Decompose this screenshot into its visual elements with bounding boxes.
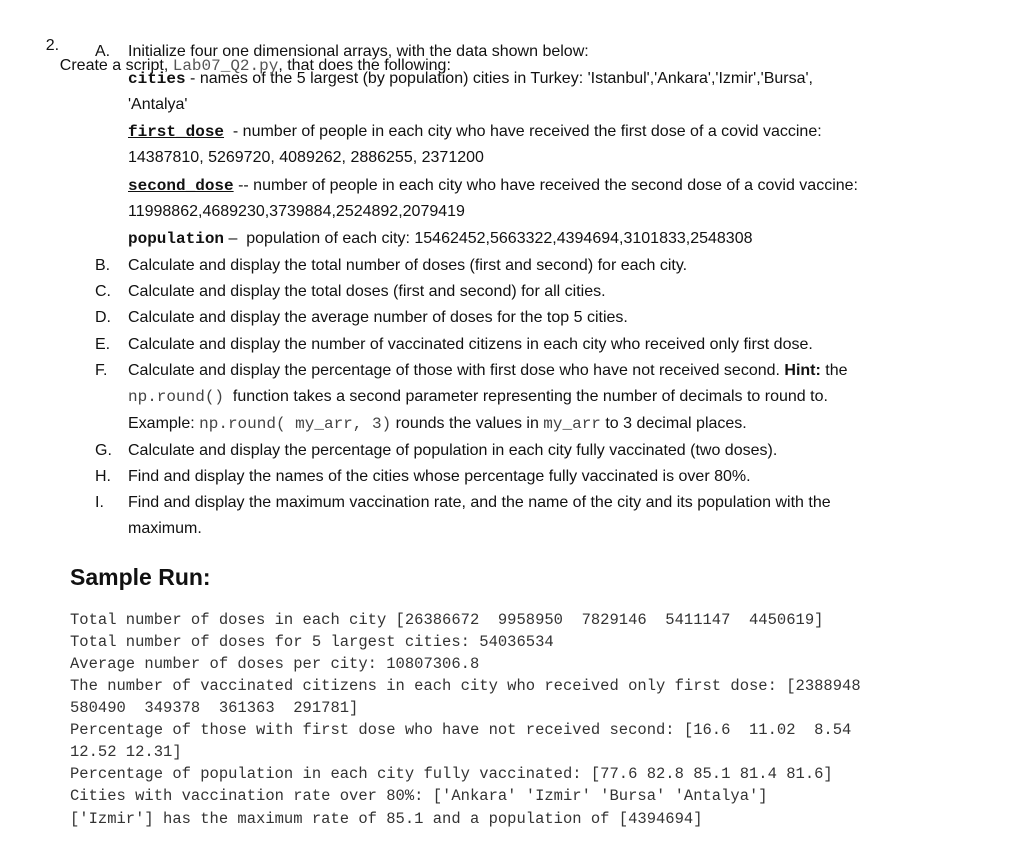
item-h-text: Find and display the names of the cities whose percentage fully vaccinated is over 80%. [128, 468, 751, 485]
item-f-text1: Calculate and display the percentage of those with first dose who have not received second. [128, 362, 785, 379]
item-f-text2: function takes a second parameter representing the number of decimals to round to. [224, 388, 828, 405]
first-dose-definition [128, 122, 822, 142]
output-line: Cities with vaccination rate over 80%: ['Ankara' 'Izmir' 'Bursa' 'Antalya'] [70, 787, 768, 805]
population-definition [128, 229, 753, 249]
output-line: Average number of doses per city: 10807306.8 [70, 655, 480, 673]
output-line: 12.52 12.31] [70, 743, 182, 761]
first-dose-desc: - number of people in each city who have received the first dose of a covid vaccine: [224, 123, 822, 140]
item-f-text3: rounds the values in [391, 415, 544, 432]
example-label: Example: [128, 415, 200, 432]
output-line: The number of vaccinated citizens in each city who received only first dose: [2388948 [70, 677, 861, 695]
output-line: ['Izmir'] has the maximum rate of 85.1 and a population of [4394694] [70, 810, 703, 828]
item-c-text: Calculate and display the total doses (first and second) for all cities. [128, 283, 606, 300]
first-dose-var: first_dose [128, 123, 225, 141]
output-line: Percentage of those with first dose who have not received second: [16.6 11.02 8.54 [70, 721, 852, 739]
output-line: Percentage of population in each city fully vaccinated: [77.6 82.8 85.1 81.4 81.6] [70, 765, 833, 783]
second-dose-var: second_dose [128, 177, 234, 195]
cities-definition [128, 69, 813, 89]
intro-pre: Create a script, [59, 57, 173, 74]
second-dose-values: 11998862,4689230,3739884,2524892,2079419 [128, 203, 465, 220]
item-f-label: F. [95, 362, 108, 379]
sample-run-heading: Sample Run: [70, 564, 211, 590]
item-a-label: A. [95, 43, 111, 60]
item-g-label: G. [95, 442, 112, 459]
output-line: Total number of doses for 5 largest cities: 54036534 [70, 633, 554, 651]
item-d-text: Calculate and display the average number of doses for the top 5 cities. [128, 309, 628, 326]
cities-desc: - names of the 5 largest (by population) cities in Turkey: 'Istanbul','Ankara','Izmir','Bursa', [185, 70, 813, 87]
first-dose-values: 14387810, 5269720, 4089262, 2886255, 2371200 [128, 149, 484, 166]
population-var: population [128, 230, 225, 248]
item-a-text: Initialize four one dimensional arrays, with the data shown below: [128, 43, 589, 60]
cities-var: cities [128, 70, 186, 88]
second-dose-desc: -- number of people in each city who have received the second dose of a covid vaccine: [233, 177, 858, 194]
output-line: 580490 349378 361363 291781] [70, 699, 359, 717]
example-code-a: np.round( [199, 415, 286, 433]
item-f-line1 [128, 361, 848, 381]
item-f-line3 [128, 414, 747, 434]
np-round-code: np.round() [128, 388, 225, 406]
item-d-label: D. [95, 309, 111, 326]
intro-post: , that does the following: [278, 57, 451, 74]
output-line: Total number of doses in each city [26386672 9958950 7829146 5411147 4450619] [70, 611, 824, 629]
question-number: 2. [45, 37, 60, 54]
item-f-text4: to 3 decimal places. [600, 415, 747, 432]
item-g-text: Calculate and display the percentage of population in each city fully vaccinated (two doses). [128, 442, 778, 459]
population-desc: population of each city: 15462452,5663322,4394694,3101833,2548308 [241, 230, 753, 247]
item-f-line2 [128, 387, 828, 407]
my-arr-code: my_arr [543, 415, 601, 433]
script-name: Lab07_Q2.py [172, 57, 279, 75]
example-code-b: my_arr, [285, 415, 363, 433]
item-b-text: Calculate and display the total number of doses (first and second) for each city. [128, 257, 688, 274]
second-dose-definition [128, 176, 858, 196]
item-c-label: C. [95, 283, 111, 300]
item-e-text: Calculate and display the number of vaccinated citizens in each city who received only first dose. [128, 336, 813, 353]
population-dash: – [224, 230, 242, 247]
item-e-label: E. [95, 336, 111, 353]
example-code-c: 3) [362, 415, 392, 433]
item-i-text: Find and display the maximum vaccination rate, and the name of the city and its population with the [128, 494, 831, 511]
hint-label: Hint: [784, 362, 821, 379]
item-h-label: H. [95, 468, 111, 485]
item-f-text1b: the [820, 362, 848, 379]
item-i-text-cont: maximum. [128, 520, 202, 537]
cities-desc-cont: 'Antalya' [128, 96, 188, 113]
item-i-label: I. [95, 494, 104, 511]
item-b-label: B. [95, 257, 111, 274]
